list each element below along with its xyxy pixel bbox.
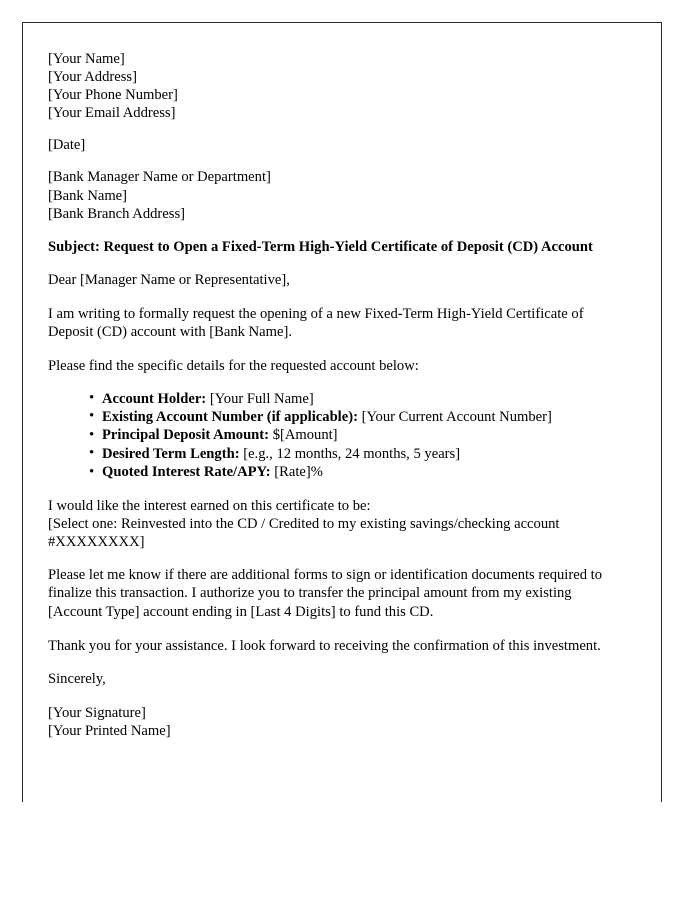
spacer <box>48 376 623 390</box>
detail-label: Desired Term Length: <box>102 445 240 462</box>
recipient-branch-address: [Bank Branch Address] <box>48 205 185 222</box>
spacer <box>48 223 623 238</box>
letter-body <box>48 50 623 740</box>
sender-address: [Your Address] <box>48 69 137 86</box>
list-item <box>89 390 623 408</box>
detail-value: [e.g., 12 months, 24 months, 5 years] <box>243 445 461 462</box>
detail-value: [Your Full Name] <box>209 390 314 407</box>
letter-page <box>22 22 662 802</box>
signature-block <box>48 704 623 740</box>
date-line: [Date] <box>48 137 86 154</box>
salutation: Dear [Manager Name or Representative], <box>48 272 290 289</box>
detail-value: [Your Current Account Number] <box>361 408 552 425</box>
sender-email: [Your Email Address] <box>48 105 176 122</box>
recipient-manager: [Bank Manager Name or Department] <box>48 169 271 186</box>
interest-election-block <box>48 497 623 551</box>
recipient-address-block <box>48 168 623 222</box>
recipient-bank-name: [Bank Name] <box>48 187 128 204</box>
interest-selection: [Select one: Reinvested into the CD / Credited to my existing savings/checking account #XXXXXXXX] <box>48 515 564 550</box>
list-item <box>89 463 623 481</box>
detail-value: [Rate]% <box>274 464 323 481</box>
detail-label: Existing Account Number (if applicable): <box>102 408 358 425</box>
account-details-list <box>48 390 623 482</box>
details-lead-in: Please find the specific details for the requested account below: <box>48 357 419 374</box>
list-item <box>89 445 623 463</box>
list-item <box>89 426 623 444</box>
spacer <box>48 256 623 271</box>
list-item <box>89 408 623 426</box>
detail-label: Principal Deposit Amount: <box>102 427 270 444</box>
closing-paragraph: Please let me know if there are additional forms to sign or identification documents required to finalize this transaction. I authorize you to transfer the principal amount from my existing [Account Type] account ending in [Last 4 Digits] to fund this CD. <box>48 566 602 621</box>
detail-value: $[Amount] <box>272 427 338 444</box>
sender-address-block <box>48 50 623 122</box>
spacer <box>48 342 623 357</box>
interest-instruction: I would like the interest earned on this certificate to be: <box>48 497 371 514</box>
sign-off: Sincerely, <box>48 671 106 688</box>
detail-label: Account Holder: <box>102 390 207 407</box>
thanks-paragraph: Thank you for your assistance. I look forward to receiving the confirmation of this investment. <box>48 637 601 654</box>
sender-phone: [Your Phone Number] <box>48 87 178 104</box>
spacer <box>48 154 623 168</box>
signature-placeholder: [Your Signature] <box>48 704 146 721</box>
intro-paragraph: I am writing to formally request the opening of a new Fixed-Term High-Yield Certificate of Deposit (CD) account with [Bank Name]. <box>48 305 584 341</box>
spacer <box>48 689 623 704</box>
spacer <box>48 551 623 566</box>
printed-name-placeholder: [Your Printed Name] <box>48 722 171 739</box>
spacer <box>48 290 623 305</box>
spacer <box>48 622 623 637</box>
spacer <box>48 122 623 136</box>
sender-name: [Your Name] <box>48 51 125 67</box>
date-block <box>48 136 623 154</box>
detail-label: Quoted Interest Rate/APY: <box>102 464 271 481</box>
spacer <box>48 482 623 497</box>
subject-line: Subject: Request to Open a Fixed-Term High-Yield Certificate of Deposit (CD) Account <box>48 238 593 255</box>
spacer <box>48 655 623 670</box>
